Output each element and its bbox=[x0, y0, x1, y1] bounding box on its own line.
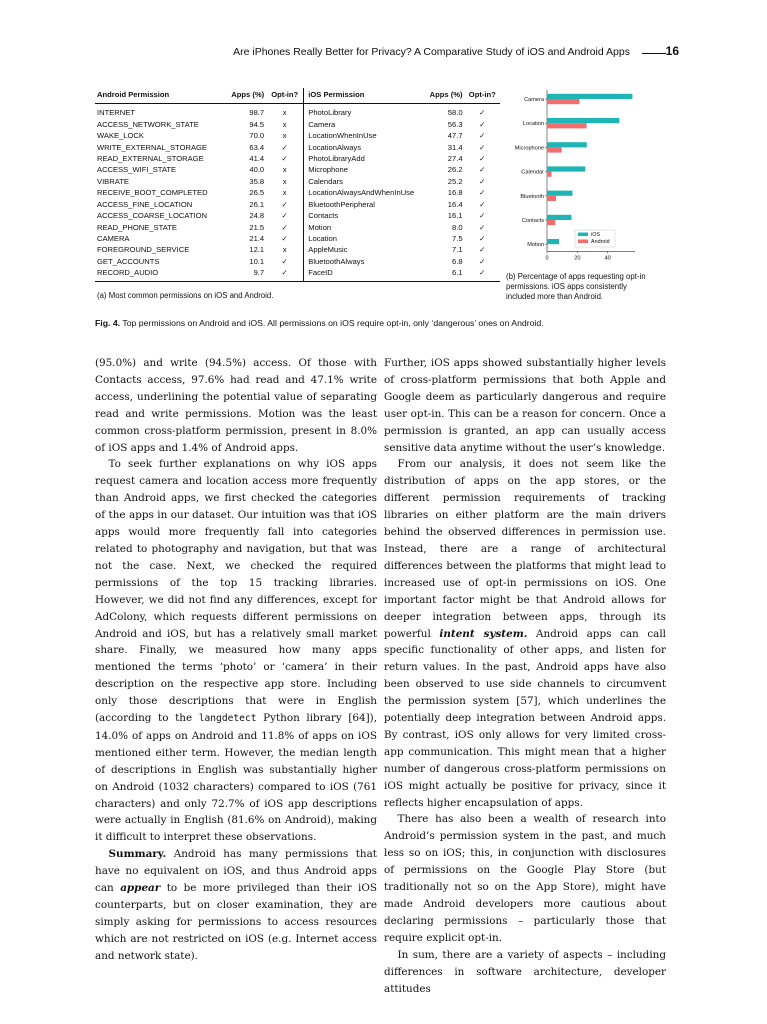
bar-android-microphone bbox=[547, 147, 562, 152]
ios-optin-cell: ✓ bbox=[479, 176, 486, 186]
x-tick-label: 0 bbox=[545, 255, 549, 262]
ios-permission-cell: AppleMusic bbox=[304, 244, 422, 255]
ios-apps-cell: 6.1 bbox=[421, 267, 464, 281]
ios-apps-cell: 7.5 bbox=[452, 234, 463, 244]
paragraph bbox=[384, 456, 666, 811]
ios-optin-cell: ✓ bbox=[479, 153, 486, 163]
legend-label-android: Android bbox=[591, 239, 610, 245]
table-row bbox=[95, 210, 500, 221]
col-header-ios-apps: Apps (%) bbox=[421, 88, 464, 104]
android-apps-cell: 70.0 bbox=[249, 131, 265, 141]
table-row bbox=[95, 233, 500, 244]
code-span: langdetect bbox=[198, 713, 257, 725]
android-apps-cell: 24.8 bbox=[249, 211, 265, 221]
running-title: Are iPhones Really Better for Privacy? A Comparative Study of iOS and Android Apps bbox=[233, 46, 630, 58]
bar-ios-camera bbox=[547, 94, 632, 99]
figure-caption bbox=[95, 318, 675, 328]
android-optin-cell: ✓ bbox=[266, 267, 304, 281]
page-number: 16 bbox=[665, 44, 679, 58]
category-label: Microphone bbox=[514, 145, 544, 152]
bar-ios-calendar bbox=[547, 166, 585, 171]
android-optin-cell: x bbox=[282, 108, 287, 118]
ios-optin-cell: ✓ bbox=[479, 165, 486, 175]
android-apps-cell: 26.1 bbox=[249, 199, 265, 209]
bar-ios-location bbox=[547, 118, 619, 123]
paragraph bbox=[95, 846, 377, 964]
table-row bbox=[95, 244, 500, 255]
ios-optin-cell: ✓ bbox=[479, 131, 486, 141]
ios-permission-cell: Calendars bbox=[304, 176, 422, 187]
ios-optin-cell: ✓ bbox=[479, 188, 486, 198]
table-row bbox=[95, 141, 500, 152]
text-span: Android apps can call specific functionality of other apps, and listen for return values. In the past, Android apps have also been observed to use side channels to circumvent the permission system [57], which underlines the potentially deep integration between Android apps. By contrast, iOS only allows for very limited cross-app communication. This might mean that a higher number of dangerous cross-platform permissions on iOS might actually be positive for privacy, since it reflects higher encapsulation of apps. bbox=[384, 627, 666, 809]
header-rule bbox=[642, 53, 666, 54]
bar-ios-contacts bbox=[547, 215, 571, 220]
ios-optin-cell: ✓ bbox=[479, 199, 486, 209]
ios-apps-cell: 31.4 bbox=[447, 142, 463, 152]
ios-optin-cell: ✓ bbox=[479, 234, 486, 244]
col-header-ios-permission: iOS Permission bbox=[304, 88, 422, 104]
ios-optin-cell: ✓ bbox=[479, 142, 486, 152]
legend-swatch-ios bbox=[578, 233, 588, 237]
figure-label: Fig. 4. bbox=[95, 318, 121, 328]
android-apps-cell: 12.1 bbox=[249, 245, 265, 255]
android-permission-cell: READ_PHONE_STATE bbox=[97, 222, 177, 232]
emphasis: appear bbox=[120, 882, 161, 895]
ios-permission-cell: PhotoLibraryAdd bbox=[304, 153, 422, 164]
ios-apps-cell: 56.3 bbox=[447, 119, 463, 129]
android-apps-cell: 63.4 bbox=[249, 142, 265, 152]
ios-permission-cell: BluetoothAlways bbox=[304, 256, 422, 267]
android-optin-cell: ✓ bbox=[281, 222, 288, 232]
category-label: Calendar bbox=[521, 169, 544, 176]
android-apps-cell: 21.5 bbox=[249, 222, 265, 232]
category-label: Camera bbox=[524, 97, 544, 103]
android-permission-cell: ACCESS_COARSE_LOCATION bbox=[97, 211, 207, 221]
ios-apps-cell: 25.2 bbox=[447, 176, 463, 186]
android-apps-cell: 41.4 bbox=[249, 153, 265, 163]
ios-apps-cell: 27.4 bbox=[447, 153, 463, 163]
legend-label-ios: iOS bbox=[591, 232, 600, 238]
table-row bbox=[95, 153, 500, 164]
bar-android-bluetooth bbox=[547, 196, 556, 201]
ios-apps-cell: 8.0 bbox=[452, 222, 463, 232]
paragraph: There has also been a wealth of research into Android’s permission system in the past, and much less so on iOS; this, in conjunction with disclosures of permissions on the Google Play Store (but traditionally not so on the App Store), might have made Android developers more cautious about declaring permissions – particularly those that require explicit opt-in. bbox=[384, 813, 666, 944]
opt-in-bar-chart bbox=[505, 87, 655, 267]
legend-swatch-android bbox=[578, 240, 588, 244]
android-apps-cell: 26.5 bbox=[249, 188, 265, 198]
subcaption-a: (a) Most common permissions on iOS and Android. bbox=[97, 291, 274, 300]
android-apps-cell: 40.0 bbox=[249, 165, 265, 175]
android-optin-cell: x bbox=[282, 119, 287, 129]
paragraph: Further, iOS apps showed substantially higher levels of cross-platform permissions that both Apple and Google deem as particularly dangerous and require user opt-in. This can be a reason for concern. Once a permission is granted, an app can usually access sensitive data anytime without the user’s knowledge. bbox=[384, 357, 666, 454]
ios-permission-cell: Location bbox=[304, 233, 422, 244]
text-span: to be more privileged than their iOS counterparts, but on closer examination, they are simply asking for permissions to access resources which are not restricted on iOS (e.g. Internet access and network state). bbox=[95, 882, 378, 962]
ios-permission-cell: FaceID bbox=[304, 267, 422, 281]
ios-permission-cell: LocationWhenInUse bbox=[304, 130, 422, 141]
subcaption-b: (b) Percentage of apps requesting opt-in permissions. iOS apps consistently included more than Android. bbox=[506, 272, 646, 301]
permissions-table bbox=[95, 88, 500, 282]
paragraph: (95.0%) and write (94.5%) access. Of those with Contacts access, 97.6% had read and 47.1% write access, underlining the potential value of separating read and write permissions. Motion was the least common cross-platform permission, present in 8.0% of iOS apps and 1.4% of Android apps. bbox=[95, 357, 377, 454]
bar-android-camera bbox=[547, 99, 579, 104]
emphasis: intent system. bbox=[439, 627, 528, 640]
ios-permission-cell: Camera bbox=[304, 118, 422, 129]
android-permission-cell: ACCESS_WIFI_STATE bbox=[97, 165, 177, 175]
paragraph bbox=[95, 456, 377, 846]
android-apps-cell: 98.7 bbox=[249, 108, 265, 118]
bar-ios-motion bbox=[547, 239, 559, 244]
left-column bbox=[95, 355, 377, 965]
android-permission-cell: FOREGROUND_SERVICE bbox=[97, 245, 190, 255]
category-label: Location bbox=[522, 121, 544, 128]
col-header-ios-optin: Opt-in? bbox=[465, 88, 500, 104]
android-permission-cell: INTERNET bbox=[97, 108, 135, 118]
ios-optin-cell: ✓ bbox=[479, 256, 486, 266]
bar-ios-bluetooth bbox=[547, 191, 572, 196]
ios-permission-cell: PhotoLibrary bbox=[304, 104, 422, 119]
category-label: Motion bbox=[527, 242, 544, 249]
android-apps-cell: 94.5 bbox=[249, 119, 265, 129]
table-row bbox=[95, 118, 500, 129]
ios-apps-cell: 16.1 bbox=[447, 211, 463, 221]
table-row bbox=[95, 104, 500, 119]
ios-permission-cell: BluetoothPeripheral bbox=[304, 199, 422, 210]
android-optin-cell: ✓ bbox=[281, 211, 288, 221]
ios-optin-cell: ✓ bbox=[479, 245, 486, 255]
android-permission-cell: ACCESS_NETWORK_STATE bbox=[97, 119, 199, 129]
text-span: Python library [64]), 14.0% of apps on Android and 11.8% of apps on iOS mentioned either term. However, the median length of descriptions in English was substantially higher on Android (1032 characters) compared to iOS (761 characters) and only 72.7% of iOS app descriptions were actually in English (81.6% on Android), making it difficult to interpret these observations. bbox=[95, 712, 378, 844]
text-span: From our analysis, it does not seem like the distribution of apps on the app stores, or the different permission requirements of tracking libraries on either platform are the main drivers behind the observed differences in permission use. Instead, there are a range of architectural differences between the platforms that might lead to increased use of opt-in permissions on iOS. One important factor might be that Android allows for deeper integration between apps, through its powerful bbox=[384, 458, 666, 640]
android-permission-cell: CAMERA bbox=[97, 234, 130, 244]
bar-android-motion bbox=[547, 244, 548, 249]
paragraph: In sum, there are a variety of aspects – including differences in software architecture, developer attitudes bbox=[384, 948, 666, 995]
table-row bbox=[95, 221, 500, 232]
ios-apps-cell: 6.8 bbox=[452, 256, 463, 266]
android-permission-cell: VIBRATE bbox=[97, 176, 129, 186]
ios-optin-cell: ✓ bbox=[479, 211, 486, 221]
run-in-heading: Summary. bbox=[108, 848, 167, 861]
ios-permission-cell: LocationAlways bbox=[304, 141, 422, 152]
android-apps-cell: 21.4 bbox=[249, 234, 265, 244]
android-permission-cell: READ_EXTERNAL_STORAGE bbox=[97, 153, 204, 163]
ios-permission-cell: Contacts bbox=[304, 210, 422, 221]
android-permission-cell: WRITE_EXTERNAL_STORAGE bbox=[97, 142, 207, 152]
ios-apps-cell: 7.1 bbox=[452, 245, 463, 255]
col-header-android-permission: Android Permission bbox=[95, 88, 225, 104]
ios-apps-cell: 26.2 bbox=[447, 165, 463, 175]
table-body bbox=[95, 104, 500, 282]
android-optin-cell: ✓ bbox=[281, 234, 288, 244]
table-row bbox=[95, 199, 500, 210]
running-header bbox=[0, 44, 767, 62]
ios-optin-cell: ✓ bbox=[479, 108, 486, 118]
android-optin-cell: x bbox=[282, 131, 287, 141]
android-optin-cell: x bbox=[282, 245, 287, 255]
category-label: Contacts bbox=[521, 218, 544, 224]
ios-optin-cell: ✓ bbox=[479, 222, 486, 232]
android-optin-cell: x bbox=[282, 188, 287, 198]
android-permission-cell: GET_ACCOUNTS bbox=[97, 256, 160, 266]
table-row bbox=[95, 176, 500, 187]
category-label: Bluetooth bbox=[520, 193, 544, 200]
ios-apps-cell: 16.4 bbox=[447, 199, 463, 209]
android-optin-cell: x bbox=[282, 165, 287, 175]
ios-permission-cell: Microphone bbox=[304, 164, 422, 175]
android-permission-cell: RECEIVE_BOOT_COMPLETED bbox=[97, 188, 208, 198]
col-header-android-apps: Apps (%) bbox=[225, 88, 266, 104]
android-optin-cell: ✓ bbox=[281, 153, 288, 163]
col-header-android-optin: Opt-in? bbox=[266, 88, 304, 104]
text-span: Android has many permissions that have no equivalent on iOS, and thus Android apps can bbox=[95, 848, 377, 895]
table-row bbox=[95, 164, 500, 175]
ios-optin-cell: ✓ bbox=[465, 267, 500, 281]
ios-optin-cell: ✓ bbox=[479, 119, 486, 129]
ios-permission-cell: LocationAlwaysAndWhenInUse bbox=[304, 187, 422, 198]
android-permission-cell: ACCESS_FINE_LOCATION bbox=[97, 199, 193, 209]
android-optin-cell: ✓ bbox=[281, 142, 288, 152]
bar-ios-microphone bbox=[547, 142, 587, 147]
bar-android-location bbox=[547, 123, 587, 128]
ios-apps-cell: 47.7 bbox=[447, 131, 463, 141]
table-header-row bbox=[95, 88, 500, 104]
ios-apps-cell: 58.0 bbox=[447, 108, 463, 118]
android-permission-cell: WAKE_LOCK bbox=[97, 131, 144, 141]
ios-apps-cell: 16.8 bbox=[447, 188, 463, 198]
table-row bbox=[95, 187, 500, 198]
android-permission-cell: RECORD_AUDIO bbox=[95, 267, 225, 281]
x-tick-label: 40 bbox=[604, 255, 611, 262]
table-row bbox=[95, 130, 500, 141]
x-tick-label: 20 bbox=[574, 255, 581, 262]
text-span: To seek further explanations on why iOS apps request camera and location access more frequently than Android apps, we first checked the categories of the apps in our dataset. Our intuition was that iOS apps would more frequently fall into categories related to photography and navigation, but that was not the case. Next, we checked the required permissions of the top 15 tracking libraries. However, we did not find any differences, except for AdColony, which requests different permissions on Android and iOS, but has a relatively small market share. Finally, we measured how many apps mentioned the terms ‘photo’ or ‘camera’ in their description on the respective app store. Including only those descriptions that were in English (according to the bbox=[95, 458, 377, 725]
right-column bbox=[384, 355, 666, 997]
table-row bbox=[95, 256, 500, 267]
android-apps-cell: 10.1 bbox=[249, 256, 265, 266]
table-row bbox=[95, 267, 500, 281]
bar-android-contacts bbox=[547, 220, 555, 225]
figure-caption-text: Top permissions on Android and iOS. All permissions on iOS require opt-in, only ‘dangerous’ ones on Android. bbox=[122, 318, 544, 328]
ios-permission-cell: Motion bbox=[304, 221, 422, 232]
android-optin-cell: x bbox=[282, 176, 287, 186]
android-optin-cell: ✓ bbox=[281, 199, 288, 209]
android-apps-cell: 9.7 bbox=[225, 267, 266, 281]
android-apps-cell: 35.8 bbox=[249, 176, 265, 186]
android-optin-cell: ✓ bbox=[281, 256, 288, 266]
bar-android-calendar bbox=[547, 172, 552, 177]
